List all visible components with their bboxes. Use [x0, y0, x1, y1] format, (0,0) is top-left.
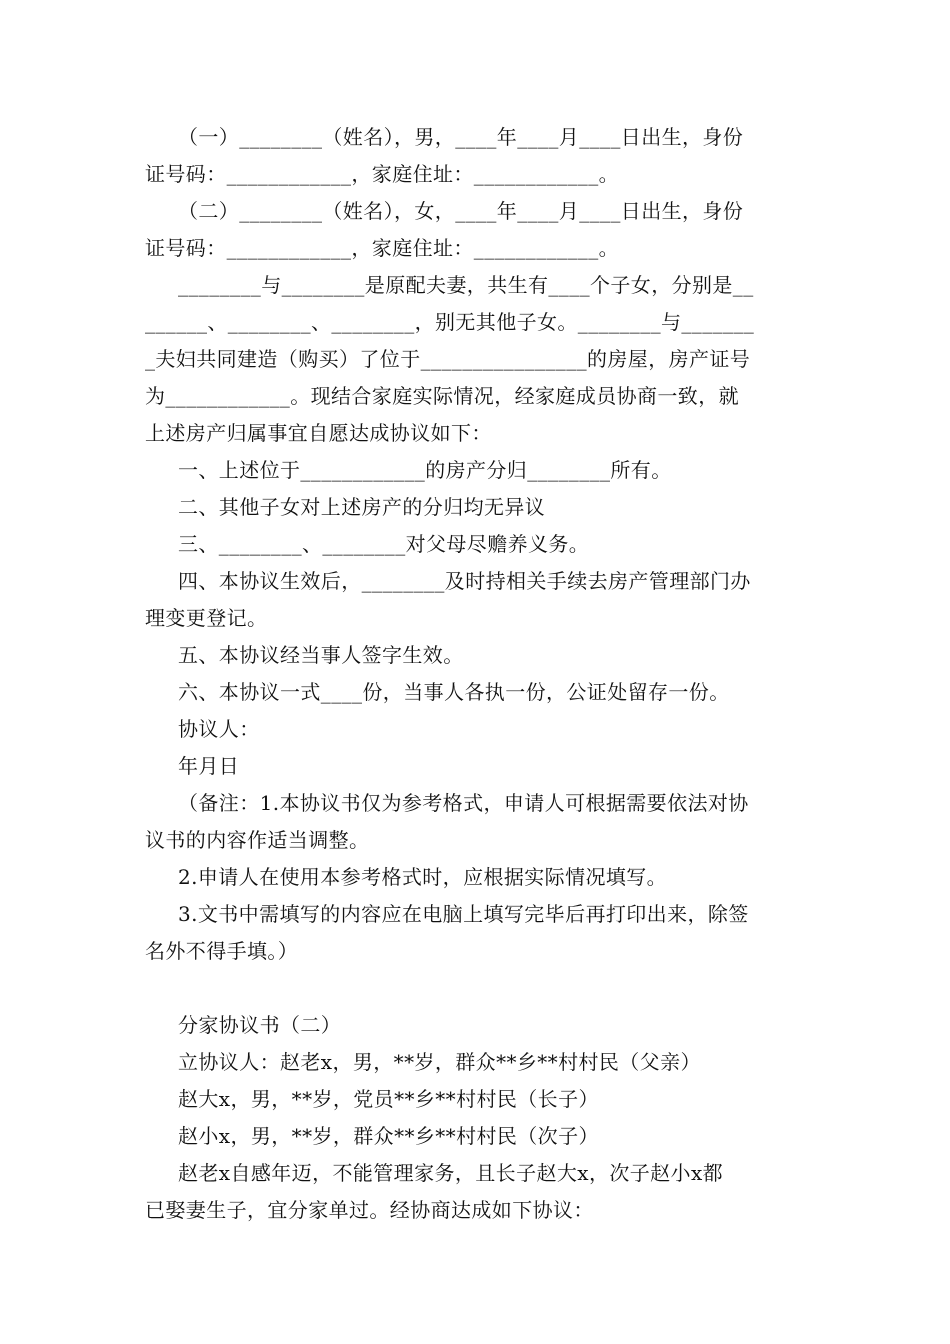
text-line: 三、________、________对父母尽赡养义务。: [178, 532, 590, 556]
text-line: 2.申请人在使用本参考格式时，应根据实际情况填写。: [178, 865, 668, 889]
text-line: 为____________。现结合家庭实际情况，经家庭成员协商一致，就: [145, 384, 739, 408]
text-line: 赵大x，男，**岁，党员**乡**村村民（长子）: [178, 1087, 599, 1111]
text-line: 3.文书中需填写的内容应在电脑上填写完毕后再打印出来，除签: [178, 902, 749, 926]
text-line: 证号码：____________，家庭住址：____________。: [145, 236, 619, 260]
text-line: 协议人：: [178, 717, 260, 741]
text-line: 上述房产归属事宜自愿达成协议如下：: [145, 421, 492, 445]
text-line: 二、其他子女对上述房产的分归均无异议: [178, 495, 546, 519]
text-line: ________与________是原配夫妻，共生有____个子女，分别是__: [178, 273, 754, 297]
text-line: 已娶妻生子，宜分家单过。经协商达成如下协议：: [145, 1198, 594, 1222]
text-line: （一）________（姓名），男，____年____月____日出生，身份: [178, 125, 744, 149]
text-line: （备注：1.本协议书仅为参考格式，申请人可根据需要依法对协: [178, 791, 749, 815]
text-line: 立协议人：赵老x，男，**岁，群众**乡**村村民（父亲）: [178, 1050, 701, 1074]
text-line: 议书的内容作适当调整。: [145, 828, 370, 852]
text-line: （二）________（姓名），女，____年____月____日出生，身份: [178, 199, 744, 223]
section-title: 分家协议书（二）: [178, 1013, 342, 1037]
text-line: 赵老x自感年迈，不能管理家务，且长子赵大x，次子赵小x都: [178, 1161, 724, 1185]
text-line: 名外不得手填。）: [145, 939, 299, 963]
text-line: 理变更登记。: [145, 606, 268, 630]
text-line: ______、________、________，别无其他子女。________与_______: [145, 310, 755, 334]
text-line: _夫妇共同建造（购买）了位于________________的房屋，房产证号: [145, 347, 751, 371]
text-line: 四、本协议生效后，________及时持相关手续去房产管理部门办: [178, 569, 751, 593]
text-line: 六、本协议一式____份，当事人各执一份，公证处留存一份。: [178, 680, 730, 704]
text-line: 一、上述位于____________的房产分归________所有。: [178, 458, 672, 482]
text-line: 赵小x，男，**岁，群众**乡**村村民（次子）: [178, 1124, 599, 1148]
text-line: 五、本协议经当事人签字生效。: [178, 643, 464, 667]
text-line: 证号码：____________，家庭住址：____________。: [145, 162, 619, 186]
text-line: 年月日: [178, 754, 240, 778]
